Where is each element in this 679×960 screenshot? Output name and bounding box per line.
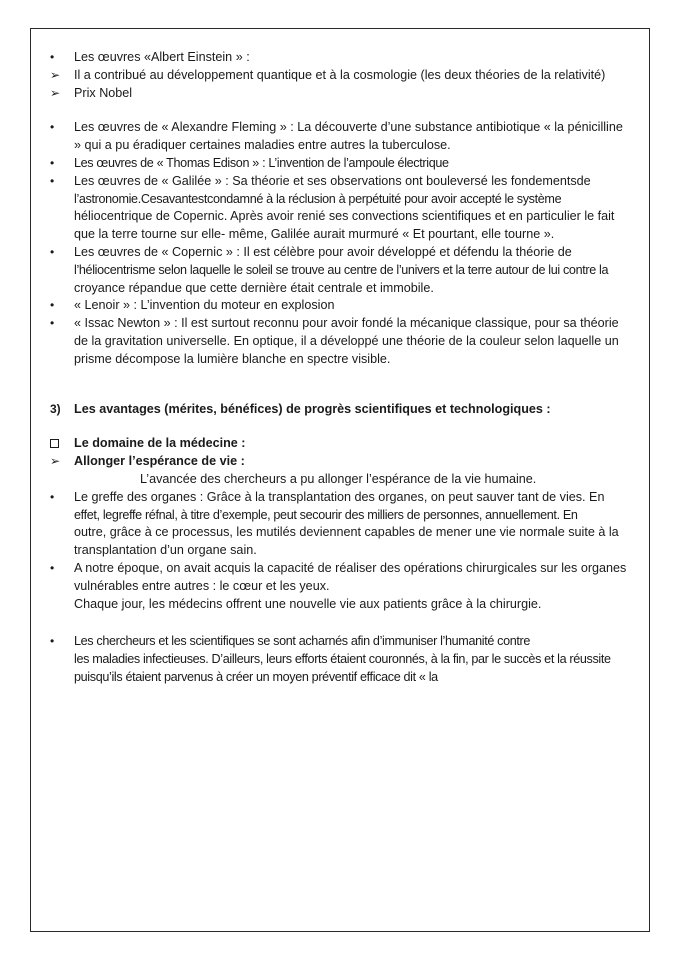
bullet-icon: • [50,244,55,259]
list-item [50,244,628,297]
section-title: Les avantages (mérites, bénéfices) de progrès scientifiques et technologiques : [74,401,551,416]
arrow-bullet-icon: ➢ [50,85,61,100]
transplant-line-3: outre, grâce à ce processus, les mutilés deviennent capables de mener une vie normale suite à la [74,525,619,540]
galilee-line-4: que la terre tourne sur elle- même, Galilée aurait murmuré « Et pourtant, elle tourne ». [74,227,555,242]
section-heading [50,401,628,419]
bullet-icon: • [50,50,55,64]
bullet-icon: • [50,155,55,170]
spacer [50,613,628,633]
list-item [50,119,628,155]
galilee-line-1: Les œuvres de « Galilée » : Sa théorie et ses observations ont bouleversé les fondementsde [74,173,591,188]
copernic-line-1: Les œuvres de « Copernic » : Il est célèbre pour avoir développé et défendu la théorie de [74,244,572,259]
einstein-award: Prix Nobel [74,85,133,100]
arrow-bullet-icon: ➢ [50,454,61,469]
immunisation-line-2: les maladies infectieuses. D’ailleurs, leurs efforts étaient couronnés, à la fin, par le succès et la réussite [74,652,611,667]
bullet-icon: • [50,298,55,313]
arrow-bullet-icon: ➢ [50,67,61,82]
fleming-line-2: » qui a pu éradiquer certaines maladies entre autres la tuberculose. [74,138,451,153]
spacer [50,369,628,401]
life-expectancy-text: L’avancée des chercheurs a pu allonger l’espérance de la vie humaine. [140,471,537,486]
galilee-line-3: héliocentrique de Copernic. Après avoir renié ses convections scientifiques et en particulier le fait [74,209,615,224]
list-item [50,49,628,67]
transplant-line-2: effet, legreffe réfnal, à titre d’exemple, peut secourir des milliers de personnes, annuellement. En [74,507,578,522]
einstein-contribution: Il a contribué au développement quantique et à la cosmologie (les deux théories de la relativité) [74,67,606,82]
surgery-line-3: Chaque jour, les médecins offrent une nouvelle vie aux patients grâce à la chirurgie. [74,596,542,611]
list-item [50,173,628,244]
list-item [50,489,628,560]
bullet-icon: • [50,316,55,331]
list-item [50,67,628,85]
bullet-icon: • [50,120,55,135]
medicine-domain-title: Le domaine de la médecine : [74,436,246,451]
newton-line-2: de la gravitation universelle. En optique, il a développé une théorie de la couleur selon laquelle un [74,333,619,348]
life-expectancy-title: Allonger l’espérance de vie : [74,454,245,469]
subsection-heading [50,453,628,471]
einstein-title: Les œuvres «Albert Einstein » : [74,50,250,64]
bullet-icon: • [50,634,55,649]
edison-line: Les œuvres de « Thomas Edison » : L’invention de l’ampoule électrique [74,155,449,170]
spacer [50,102,628,119]
list-item [50,315,628,368]
bullet-icon: • [50,173,55,188]
bullet-icon: • [50,489,55,504]
galilee-line-2: l’astronomie.Cesavantestcondamné à la réclusion à perpétuité pour avoir accepté le système [74,191,562,206]
transplant-line-4: transplantation d’un organe sain. [74,543,257,558]
immunisation-line-1: Les chercheurs et les scientifiques se sont acharnés afin d’immuniser l’humanité contre [74,634,531,649]
surgery-line-2: vulnérables entre autres : le cœur et les yeux. [74,578,330,593]
lenoir-line: « Lenoir » : L’invention du moteur en explosion [74,298,335,313]
newton-line-1: « Issac Newton » : Il est surtout reconnu pour avoir fondé la mécanique classique, pour sa théorie [74,316,619,331]
list-item [50,85,628,103]
list-item [50,297,628,315]
surgery-line-1: A notre époque, on avait acquis la capacité de réaliser des opérations chirurgicales sur les organes [74,560,627,575]
list-item [50,155,628,173]
copernic-line-3: croyance répandue que cette dernière était centrale et immobile. [74,280,434,295]
transplant-line-1: Le greffe des organes : Grâce à la transplantation des organes, on peut sauver tant de vies. En [74,489,605,504]
bullet-icon: • [50,560,55,575]
list-item [50,633,628,686]
checkbox-square-icon [50,435,70,454]
section-number: 3) [50,401,61,416]
copernic-line-2: l’héliocentrisme selon laquelle le soleil se trouve au centre de l’univers et la terre autour de lui contre la [74,262,609,277]
list-item [50,560,628,613]
subsection-heading [50,435,628,453]
spacer [50,418,628,435]
immunisation-line-3: puisqu’ils étaient parvenus à créer un moyen préventif efficace dit « la [74,669,438,684]
fleming-line-1: Les œuvres de « Alexandre Fleming » : La découverte d’une substance antibiotique « la pénicilline [74,120,623,135]
document-body [50,49,628,687]
newton-line-3: prisme décompose la lumière blanche en spectre visible. [74,351,391,366]
